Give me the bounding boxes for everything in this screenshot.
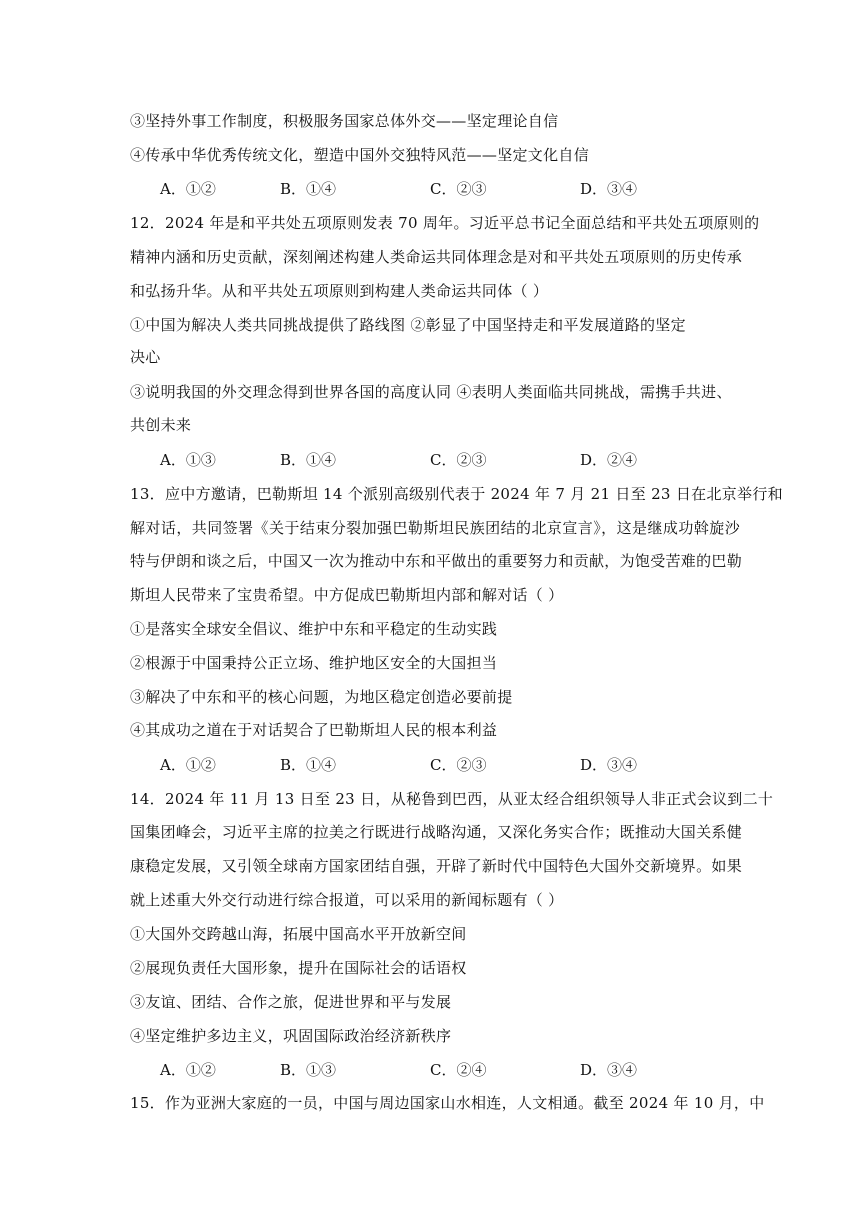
q13-item-line: ①是落实全球安全倡议、维护中东和平稳定的生动实践 <box>130 620 498 638</box>
q13-options <box>160 755 760 775</box>
q11-options <box>160 179 760 199</box>
q12-option-b[interactable]: B．①④ <box>280 451 337 469</box>
q12-stem-line: 和弘扬升华。从和平共处五项原则到构建人类命运共同体（ ） <box>130 282 549 300</box>
q12-item-line: ③说明我国的外交理念得到世界各国的高度认同 ④表明人类面临共同挑战，需携手共进、 <box>130 383 732 401</box>
q13-stem-line: 特与伊朗和谈之后，中国又一次为推动中东和平做出的重要努力和贡献，为饱受苦难的巴勒 <box>130 552 743 570</box>
q14-item-line: ③友谊、团结、合作之旅，促进世界和平与发展 <box>130 993 452 1011</box>
q13-stem-line: 13．应中方邀请，巴勒斯坦 14 个派别高级别代表于 2024 年 7 月 21 日至 23 日在北京举行和 <box>130 485 783 503</box>
q12-item-line: 共创未来 <box>130 416 192 434</box>
q13-option-b[interactable]: B．①④ <box>280 756 337 774</box>
q12-option-d[interactable]: D．②④ <box>580 451 638 469</box>
q12-option-c[interactable]: C．②③ <box>430 451 487 469</box>
q14-item-line: ④坚定维护多边主义，巩固国际政治经济新秩序 <box>130 1027 452 1045</box>
q13-stem-line: 斯坦人民带来了宝贵希望。中方促成巴勒斯坦内部和解对话（ ） <box>130 586 564 604</box>
q14-item-line: ②展现负责任大国形象，提升在国际社会的话语权 <box>130 959 467 977</box>
q14-option-c[interactable]: C．②④ <box>430 1061 487 1079</box>
q12-stem-line: 12．2024 年是和平共处五项原则发表 70 周年。习近平总书记全面总结和平共处五项原则的 <box>130 214 760 232</box>
q14-option-d[interactable]: D．③④ <box>580 1061 638 1079</box>
q11-option-a[interactable]: A．①② <box>160 180 216 198</box>
q13-stem-line: 解对话，共同签署《关于结束分裂加强巴勒斯坦民族团结的北京宣言》，这是继成功斡旋沙 <box>130 519 740 537</box>
q11-option-b[interactable]: B．①④ <box>280 180 337 198</box>
q12-item-line: ①中国为解决人类共同挑战提供了路线图 ②彰显了中国坚持走和平发展道路的坚定 <box>130 316 686 334</box>
q12-options <box>160 450 760 470</box>
q14-stem-line: 国集团峰会，习近平主席的拉美之行既进行战略沟通，又深化务实合作；既推动大国关系健 <box>130 823 743 841</box>
q13-item-line: ③解决了中东和平的核心问题，为地区稳定创造必要前提 <box>130 688 513 706</box>
q11-option-c[interactable]: C．②③ <box>430 180 487 198</box>
q11-item-3: ③坚持外事工作制度，积极服务国家总体外交——坚定理论自信 <box>130 112 559 130</box>
q13-option-a[interactable]: A．①② <box>160 756 216 774</box>
q13-item-line: ②根源于中国秉持公正立场、维护地区安全的大国担当 <box>130 654 498 672</box>
q14-item-line: ①大国外交跨越山海，拓展中国高水平开放新空间 <box>130 925 467 943</box>
q14-stem-line: 康稳定发展，又引领全球南方国家团结自强，开辟了新时代中国特色大国外交新境界。如果 <box>130 857 743 875</box>
q14-stem-line: 就上述重大外交行动进行综合报道，可以采用的新闻标题有（ ） <box>130 891 564 909</box>
q11-option-d[interactable]: D．③④ <box>580 180 638 198</box>
q14-option-a[interactable]: A．①② <box>160 1061 216 1079</box>
q12-stem-line: 精神内涵和历史贡献，深刻阐述构建人类命运共同体理念是对和平共处五项原则的历史传承 <box>130 248 743 266</box>
q15-stem-line: 15．作为亚洲大家庭的一员，中国与周边国家山水相连，人文相通。截至 2024 年 10 月，中 <box>130 1094 765 1112</box>
q12-item-line: 决心 <box>130 348 161 366</box>
q13-option-d[interactable]: D．③④ <box>580 756 638 774</box>
q13-option-c[interactable]: C．②③ <box>430 756 487 774</box>
q14-stem-line: 14．2024 年 11 月 13 日至 23 日，从秘鲁到巴西，从亚太经合组织领导人非正式会议到二十 <box>130 790 774 808</box>
q12-option-a[interactable]: A．①③ <box>160 451 216 469</box>
q13-item-line: ④其成功之道在于对话契合了巴勒斯坦人民的根本利益 <box>130 721 498 739</box>
q14-options <box>160 1060 760 1080</box>
q14-option-b[interactable]: B．①③ <box>280 1061 337 1079</box>
q11-item-4: ④传承中华优秀传统文化，塑造中国外交独特风范——坚定文化自信 <box>130 146 590 164</box>
